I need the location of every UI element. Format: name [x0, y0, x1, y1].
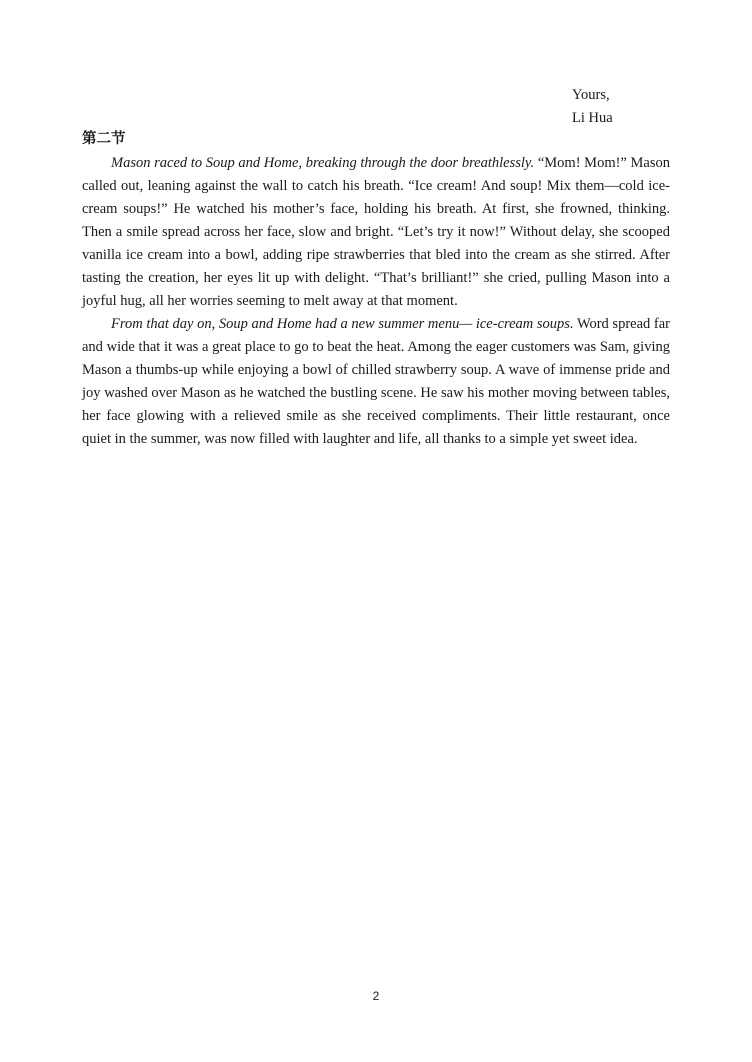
paragraph-1	[82, 152, 670, 313]
section-body	[82, 152, 670, 451]
paragraph-1-lead: Mason raced to Soup and Home, breaking through the door breathlessly.	[111, 155, 535, 171]
paragraph-2-text: Word spread far and wide that it was a great place to go to beat the heat. Among the eager customers was Sam, giving Mason a thumbs-up while enjoying a bowl of chilled strawberry soup. A wave of immense pride and joy washed over Mason as he watched the bustling scene. He saw his mother moving between tables, her face glowing with a relieved smile as she received compliments. Their little restaurant, once quiet in the summer, was now filled with laughter and life, all thanks to a simple yet sweet idea.	[82, 316, 671, 447]
letter-closing	[572, 84, 613, 130]
paragraph-1-text: “Mom! Mom!” Mason called out, leaning against the wall to catch his breath. “Ice cream! And soup! Mix them—cold ice-cream soups!” He watched his mother’s face, holding his breath. At first, she frowned, thinking. Then a smile spread across her face, slow and bright. “Let’s try it now!” Without delay, she scooped vanilla ice cream into a bowl, adding ripe strawberries that bled into the cream as she stirred. After tasting the creation, her eyes lit up with delight. “That’s brilliant!” she cried, pulling Mason into a joyful hug, all her worries seeming to melt away at that moment.	[82, 155, 670, 309]
closing-salutation: Yours,	[572, 87, 610, 103]
paragraph-2-lead: From that day on, Soup and Home had a new summer menu— ice-cream soups.	[111, 316, 574, 332]
page-number: 2	[372, 989, 380, 1003]
closing-signature: Li Hua	[572, 110, 613, 126]
paragraph-2	[82, 313, 670, 451]
section-heading: 第二节	[82, 131, 126, 147]
